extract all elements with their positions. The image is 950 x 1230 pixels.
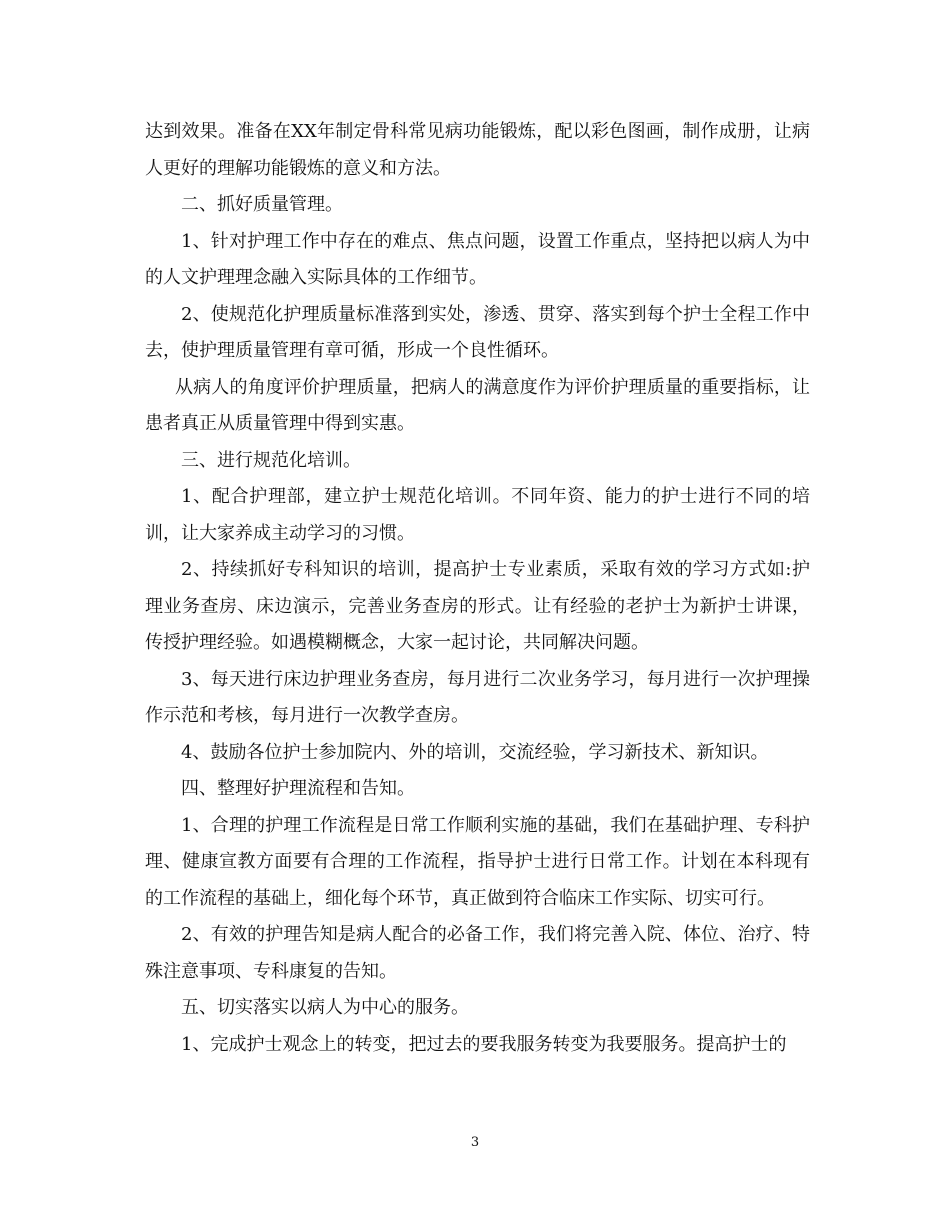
paragraph: 1、配合护理部，建立护士规范化培训。不同年资、能力的护士进行不同的培训，让大家养成主动学习的习惯。 <box>145 486 810 544</box>
paragraph: 2、有效的护理告知是病人配合的必备工作，我们将完善入院、体位、治疗、特殊注意事项、专科康复的告知。 <box>145 924 810 982</box>
paragraph: 4、鼓励各位护士参加院内、外的培训，交流经验，学习新技术、新知识。 <box>181 741 769 763</box>
section-heading: 二、抓好质量管理。 <box>181 194 343 215</box>
paragraph: 达到效果。准备在XX年制定骨科常见病功能锻炼，配以彩色图画，制作成册，让病人更好的理解功能锻炼的意义和方法。 <box>145 121 810 179</box>
paragraph: 3、每天进行床边护理业务查房，每月进行二次业务学习，每月进行一次护理操作示范和考核，每月进行一次教学查房。 <box>145 668 810 726</box>
section-heading: 三、进行规范化培训。 <box>181 449 361 471</box>
paragraph: 1、合理的护理工作流程是日常工作顺利实施的基础，我们在基础护理、专科护理、健康宣教方面要有合理的工作流程，指导护士进行日常工作。计划在本科现有的工作流程的基础上，细化每个环节，真正做到符合临床工作实际、切实可行。 <box>145 814 810 909</box>
section-heading: 四、整理好护理流程和告知。 <box>181 778 415 799</box>
section-heading: 五、切实落实以病人为中心的服务。 <box>181 997 469 1018</box>
paragraph: 2、使规范化护理质量标准落到实处，渗透、贯穿、落实到每个护士全程工作中去，使护理质量管理有章可循，形成一个良性循环。 <box>145 303 810 361</box>
paragraph: 从病人的角度评价护理质量，把病人的满意度作为评价护理质量的重要指标，让患者真正从质量管理中得到实惠。 <box>145 376 810 434</box>
paragraph: 2、持续抓好专科知识的培训，提高护士专业素质，采取有效的学习方式如:护理业务查房、床边演示，完善业务查房的形式。让有经验的老护士为新护士讲课，传授护理经验。如遇模糊概念，大家一起讨论，共同解决问题。 <box>145 559 810 653</box>
paragraph: 1、针对护理工作中存在的难点、焦点问题，设置工作重点，坚持把以病人为中的人文护理理念融入实际具体的工作细节。 <box>145 230 810 288</box>
document-body <box>145 114 810 1063</box>
page-number: 3 <box>470 1135 480 1150</box>
paragraph: 1、完成护士观念上的转变，把过去的要我服务转变为我要服务。提高护士的 <box>181 1033 787 1055</box>
